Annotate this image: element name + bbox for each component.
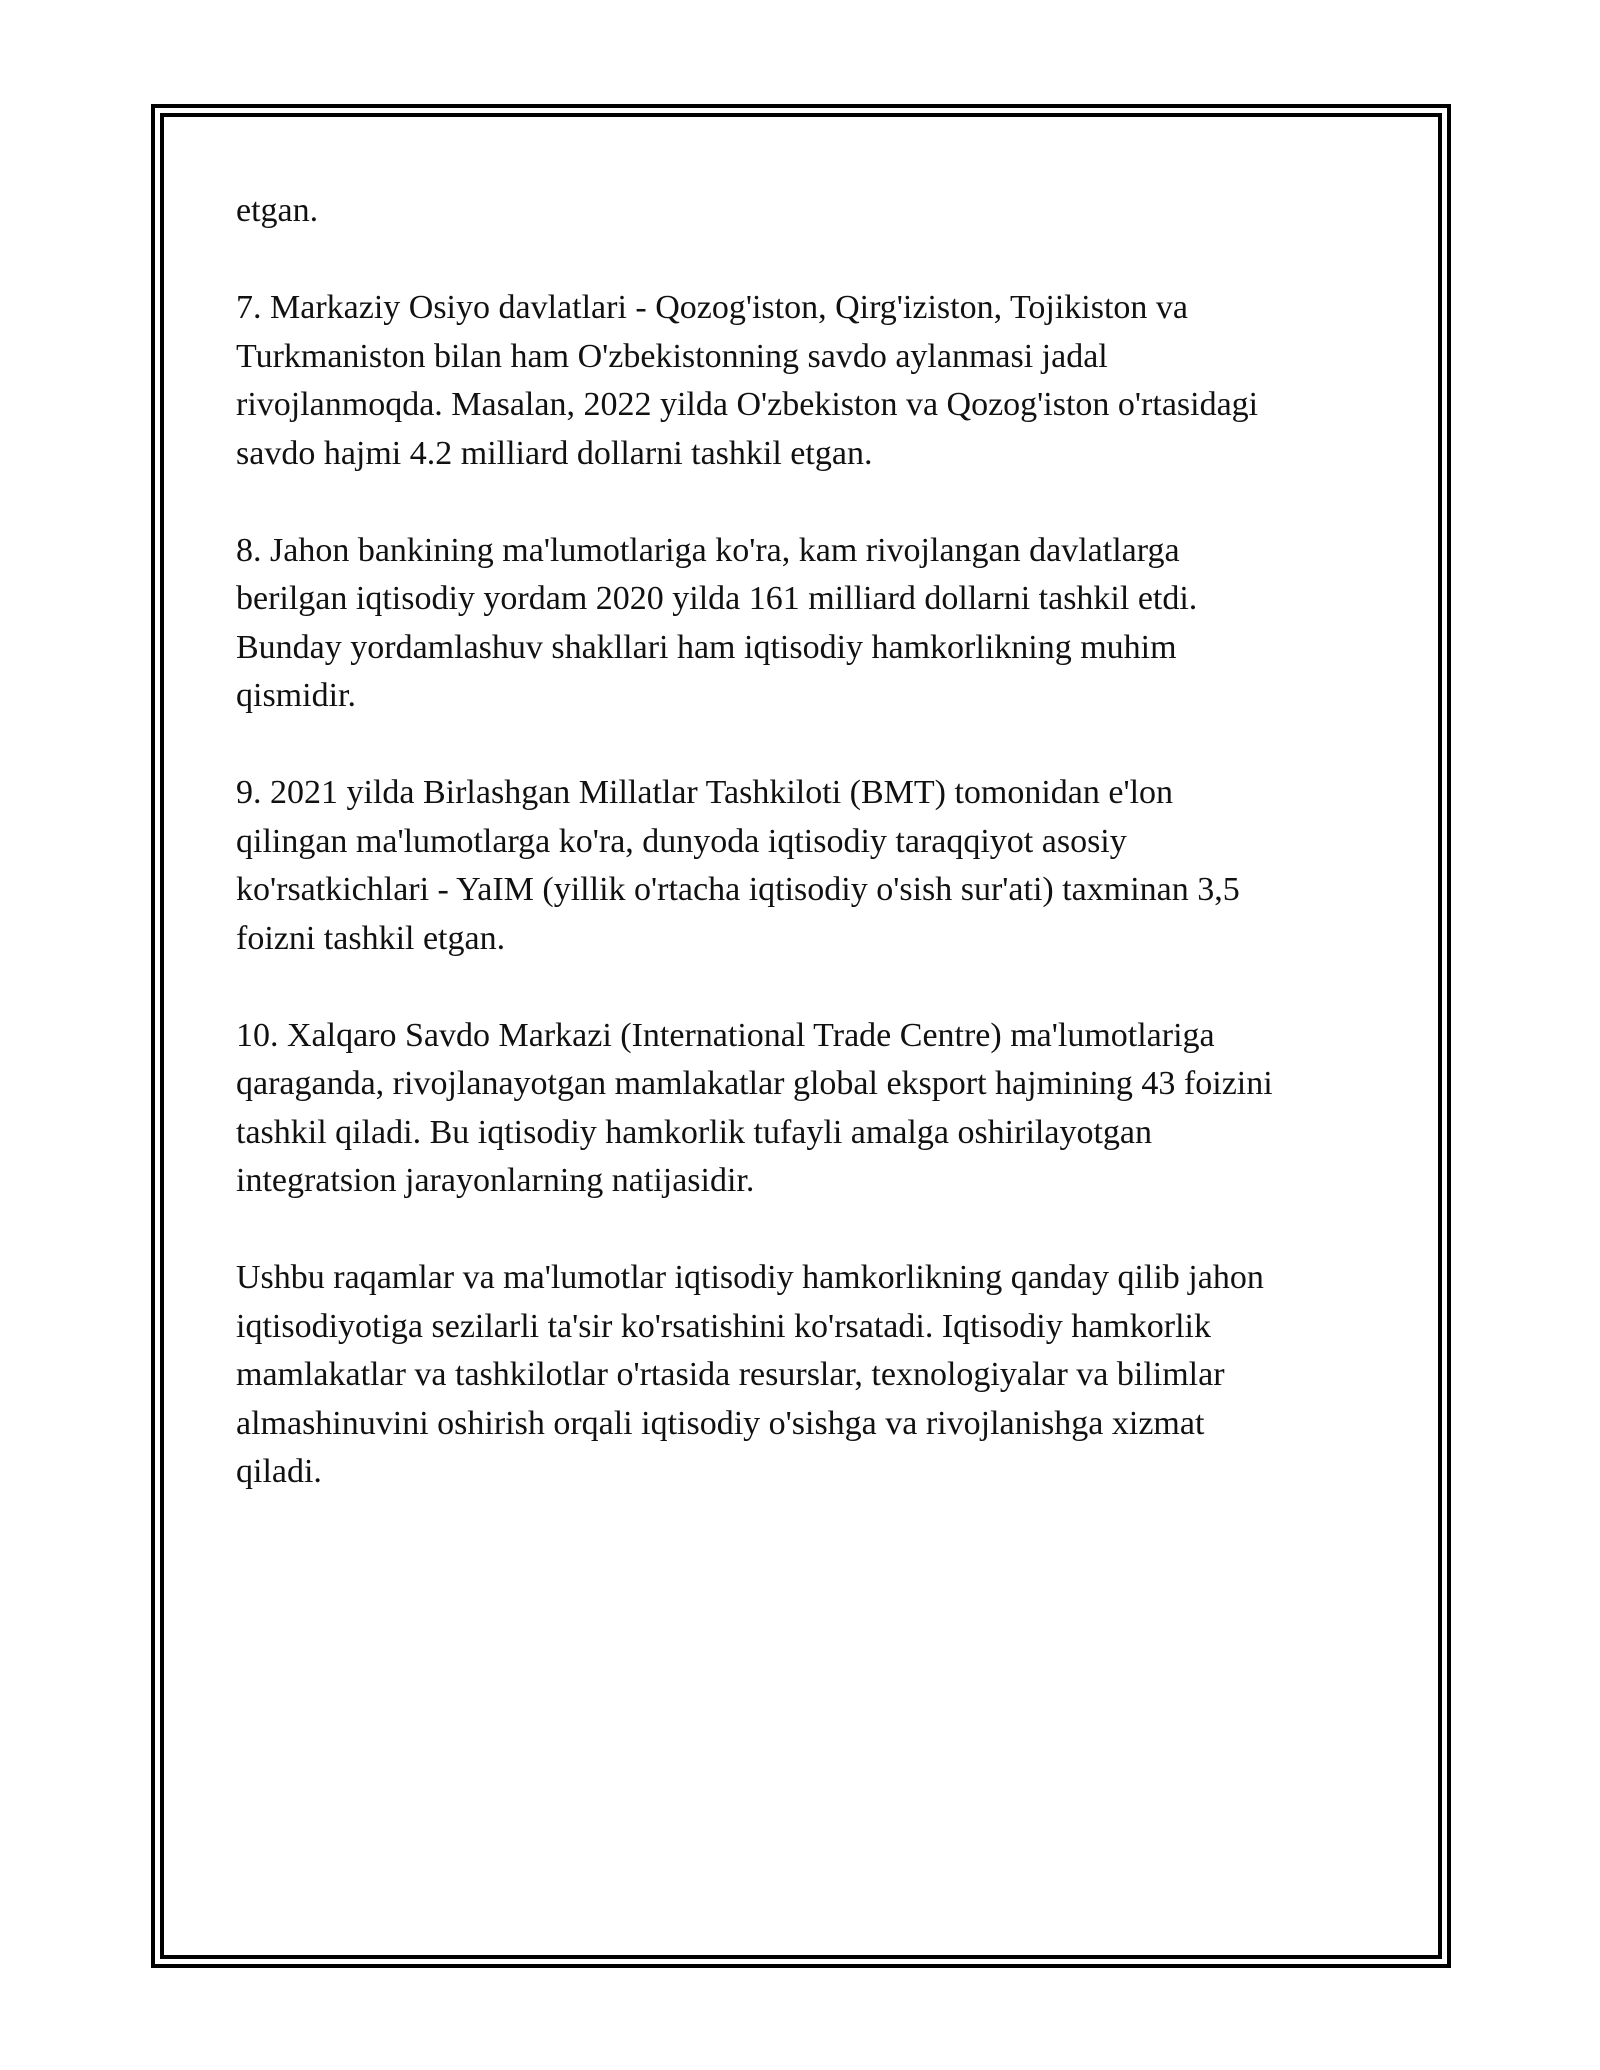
paragraph-item-9: 9. 2021 yilda Birlashgan Millatlar Tashkiloti (BMT) tomonidan e'lon qilingan ma'lumotlarga ko'ra, dunyoda iqtisodiy taraqqiyot asosiy ko'rsatkichlari - YaIM (yillik o'rtacha iqtisodiy o'sish sur'ati) taxminan 3,5 foizni tashkil etgan. <box>236 774 1240 957</box>
paragraph-item-8: 8. Jahon bankining ma'lumotlariga ko'ra, kam rivojlangan davlatlarga berilgan iqtisodiy yordam 2020 yilda 161 milliard dollarni tashkil etdi. Bunday yordamlashuv shakllari ham iqtisodiy hamkorlikning muhim qismidir. <box>236 531 1198 714</box>
paragraph-item-10: 10. Xalqaro Savdo Markazi (International Trade Centre) ma'lumotlariga qaraganda, rivojlanayotgan mamlakatlar global eksport hajmining 43 foizini tashkil qiladi. Bu iqtisodiy hamkorlik tufayli amalga oshirilayotgan integratsion jarayonlarning natijasidir. <box>236 1016 1273 1199</box>
document-body <box>236 187 1366 1545</box>
paragraph-item-7: 7. Markaziy Osiyo davlatlari - Qozog'iston, Qirg'iziston, Tojikiston va Turkmaniston bilan ham O'zbekistonning savdo aylanmasi jadal rivojlanmoqda. Masalan, 2022 yilda O'zbekiston va Qozog'iston o'rtasidagi savdo hajmi 4.2 milliard dollarni tashkil etgan. <box>236 289 1259 472</box>
paragraph-conclusion: Ushbu raqamlar va ma'lumotlar iqtisodiy hamkorlikning qanday qilib jahon iqtisodiyotiga sezilarli ta'sir ko'rsatishini ko'rsatadi. Iqtisodiy hamkorlik mamlakatlar va tashkilotlar o'rtasida resurslar, texnologiyalar va bilimlar almashinuvini oshirish orqali iqtisodiy o'sishga va rivojlanishga xizmat qiladi. <box>236 1259 1264 1490</box>
paragraph-continuation: etgan. <box>236 192 319 229</box>
